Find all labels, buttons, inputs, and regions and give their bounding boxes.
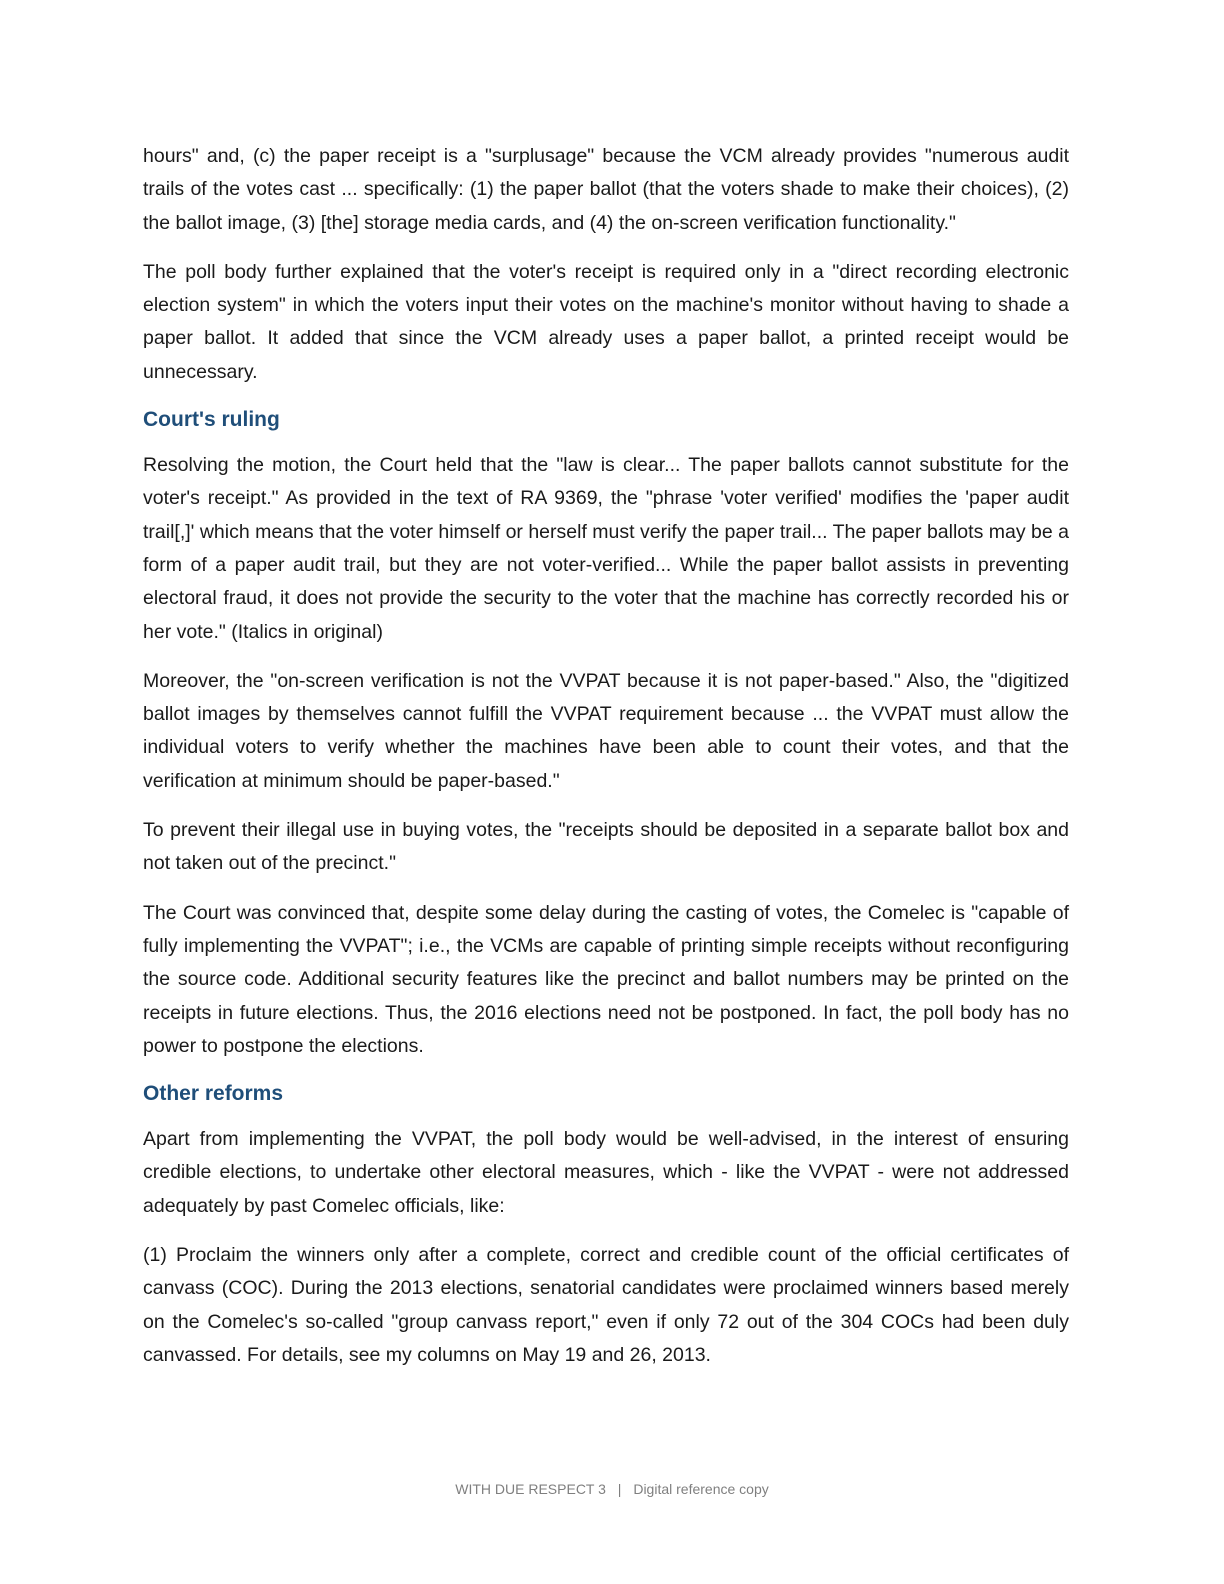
paragraph: The poll body further explained that the voter's receipt is required only in a "direct recording electronic election system" in which the voters input their votes on the machine's monitor without having to shade a paper ballot. It added that since the VCM already uses a paper ballot, a printed receipt would be unnecessary. [143,260,1069,383]
paragraph: hours" and, (c) the paper receipt is a "surplusage" because the VCM already provides "numerous audit trails of the votes cast ... specifically: (1) the paper ballot (that the voters shade to make their choices), (2) the ballot image, (3) [the] storage media cards, and (4) the on-screen verification functionality." [143,145,1069,234]
paragraph: To prevent their illegal use in buying votes, the "receipts should be deposited in a separate ballot box and not taken out of the precinct." [143,819,1069,875]
footer-note: Digital reference copy [633,1481,769,1497]
footer-separator: | [617,1481,622,1497]
paragraph: Apart from implementing the VVPAT, the poll body would be well-advised, in the interest of ensuring credible elections, to undertake other electoral measures, which - like the VVPAT - were not addressed adequately by past Comelec officials, like: [143,1128,1069,1217]
footer-title: WITH DUE RESPECT 3 [455,1481,606,1497]
section-heading-courts-ruling: Court's ruling [143,408,280,432]
paragraph: Moreover, the "on-screen verification is not the VVPAT because it is not paper-based." Also, the "digitized ballot images by themselves cannot fulfill the VVPAT requirement because ... the VVPAT must allow the individual voters to verify whether the machines have been able to count their votes, and that the verification at minimum should be paper-based." [143,669,1069,792]
section-heading-other-reforms: Other reforms [143,1082,284,1106]
document-body [143,140,1069,1388]
paragraph: Resolving the motion, the Court held that the "law is clear... The paper ballots cannot substitute for the voter's receipt." As provided in the text of RA 9369, the "phrase 'voter verified' modifies the 'paper audit trail[,]' which means that the voter himself or herself must verify the paper trail... The paper ballots may be a form of a paper audit trail, but they are not voter-verified... While the paper ballot assists in preventing electoral fraud, it does not provide the security to the voter that the machine has correctly recorded his or her vote." (Italics in original) [143,454,1069,643]
page-footer [0,1479,1224,1499]
paragraph: (1) Proclaim the winners only after a complete, correct and credible count of the official certificates of canvass (COC). During the 2013 elections, senatorial candidates were proclaimed winners based merely on the Comelec's so-called "group canvass report," even if only 72 out of the 304 COCs had been duly canvassed. For details, see my columns on May 19 and 26, 2013. [143,1244,1069,1366]
paragraph: The Court was convinced that, despite some delay during the casting of votes, the Comelec is "capable of fully implementing the VVPAT"; i.e., the VCMs are capable of printing simple receipts without reconfiguring the source code. Additional security features like the precinct and ballot numbers may be printed on the receipts in future elections. Thus, the 2016 elections need not be postponed. In fact, the poll body has no power to postpone the elections. [143,901,1069,1057]
